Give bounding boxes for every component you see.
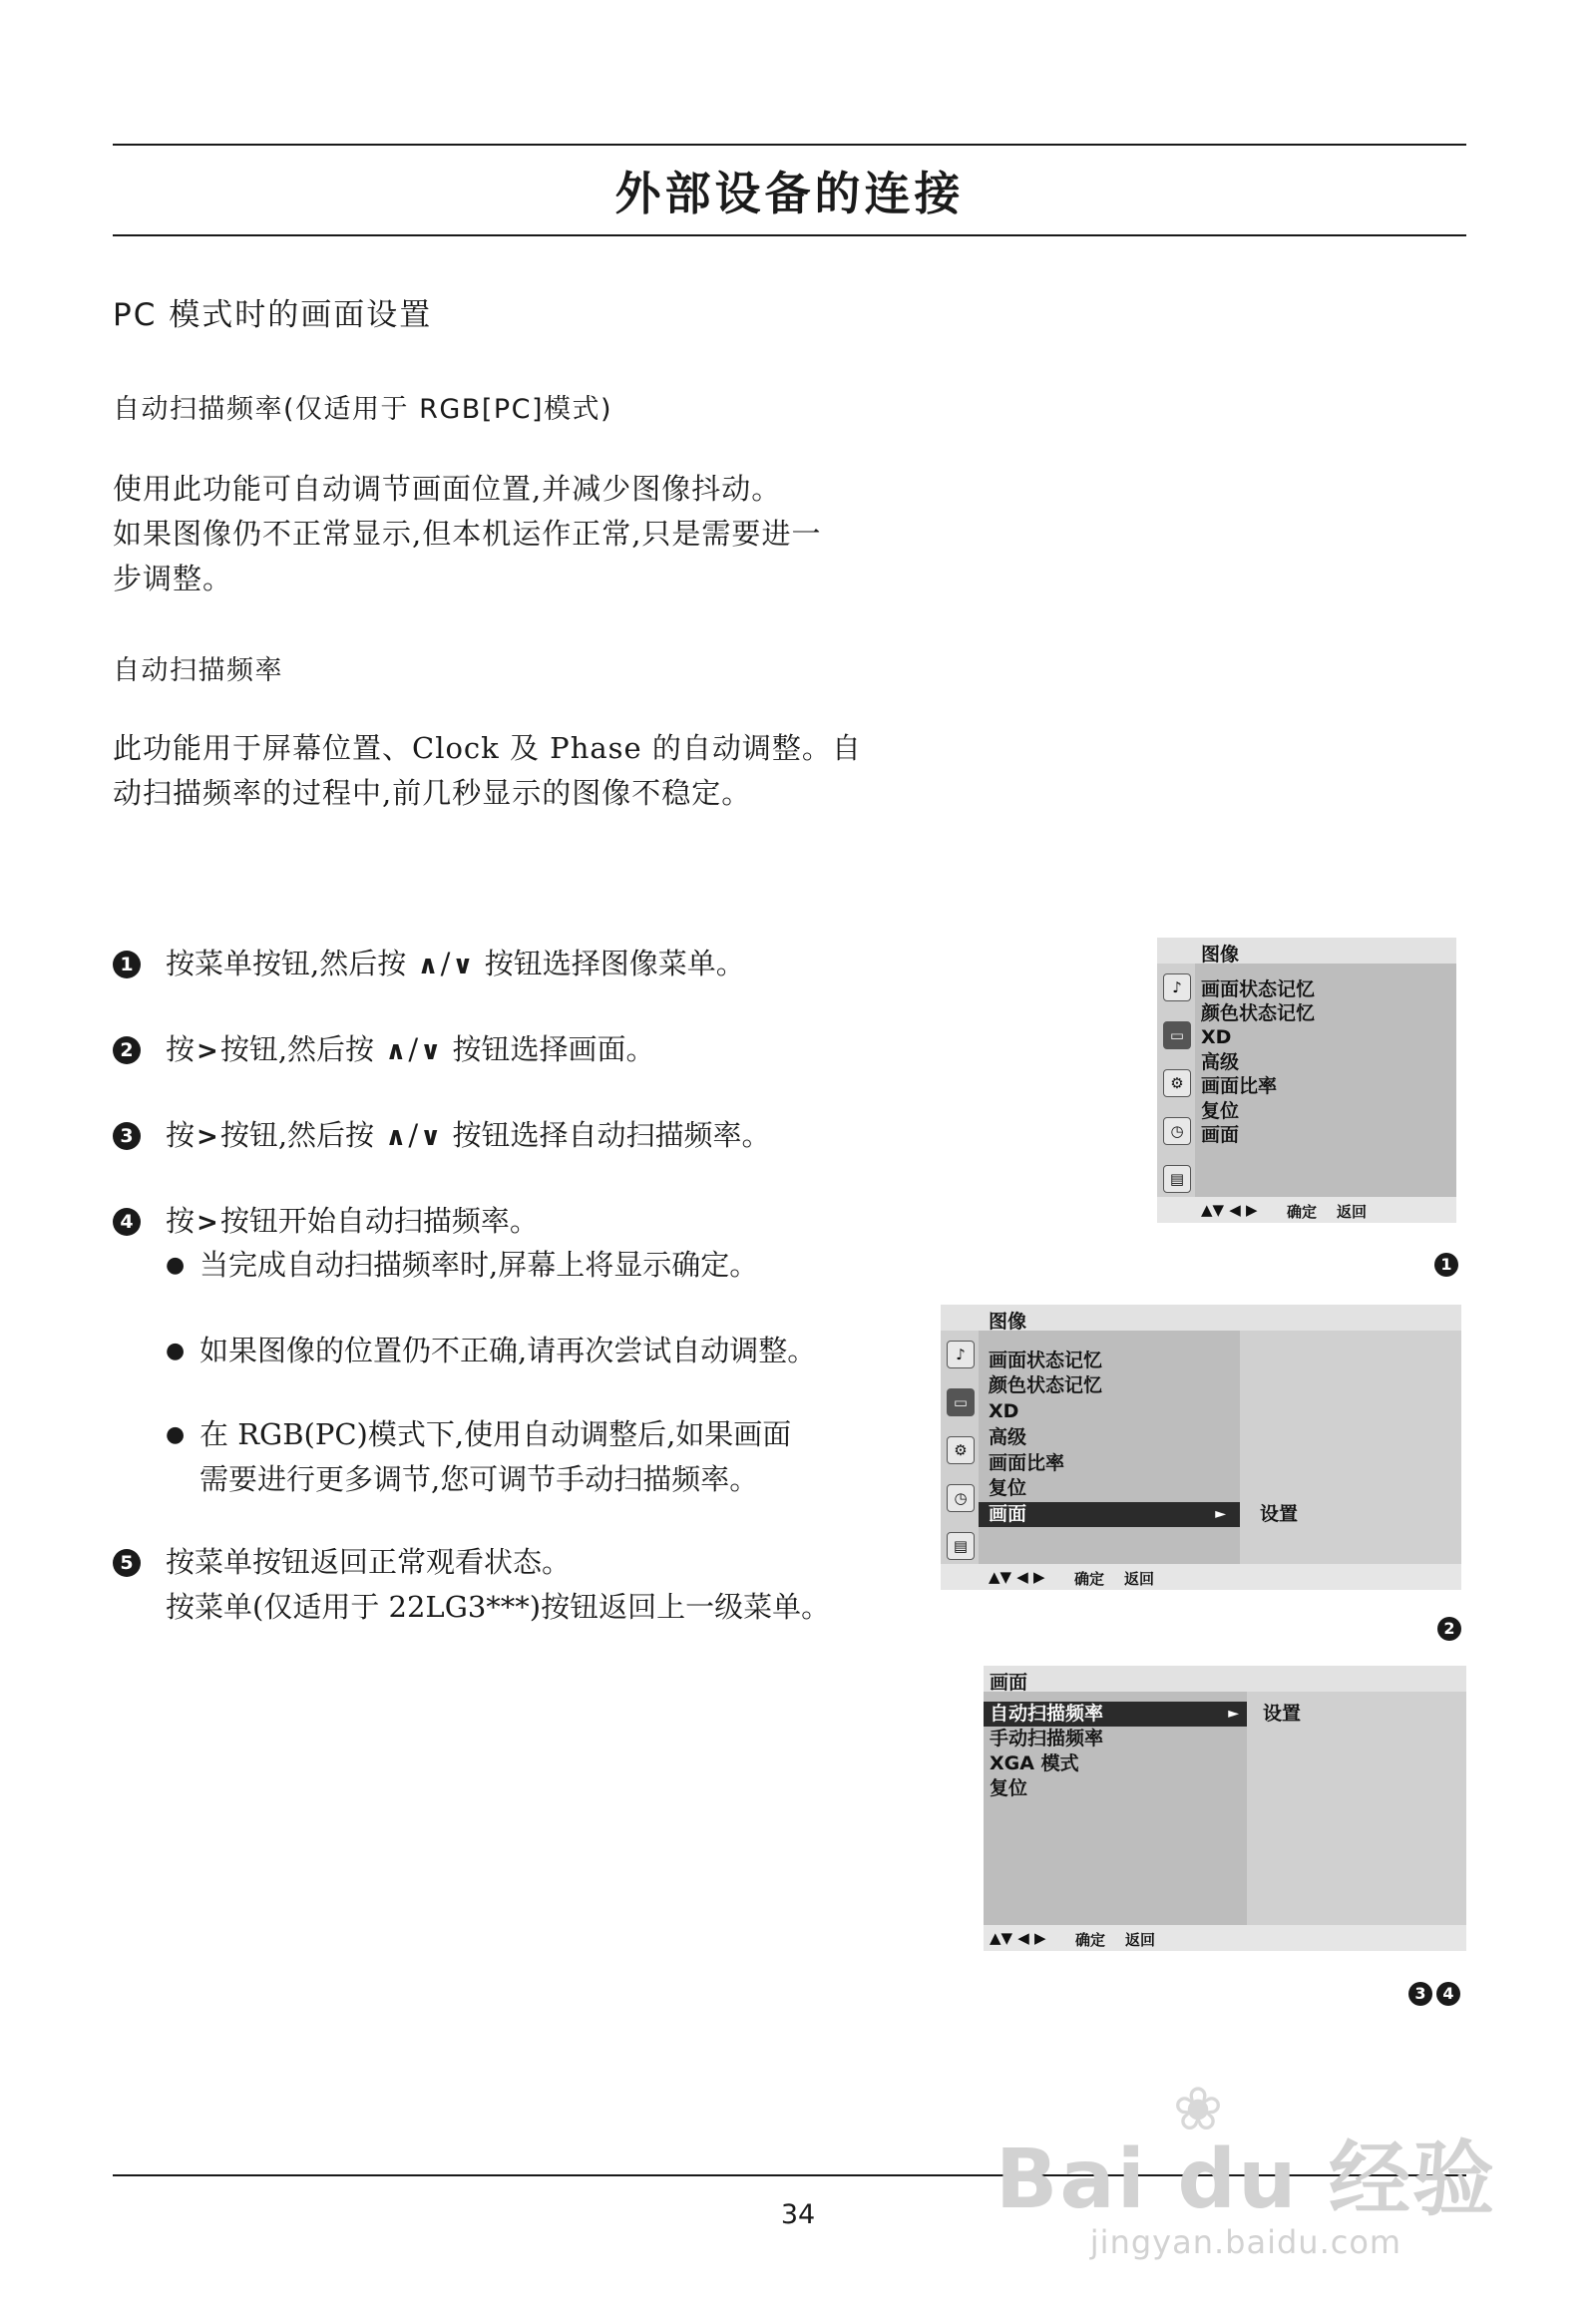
figure-badge-3: 3 <box>1408 1982 1432 2006</box>
osd-ok-hint: 确定 <box>1075 1931 1106 1949</box>
osd-menu-item[interactable]: 画面状态记忆 <box>1201 978 1316 1000</box>
osd-nav-hint: ▲▼ ◀ ▶ <box>990 1929 1046 1947</box>
osd-back-hint: 返回 <box>1337 1203 1368 1221</box>
osd-screen-menu <box>984 1666 1466 1951</box>
osd-menu-item[interactable]: 高级 <box>1201 1051 1240 1073</box>
step-1 <box>113 942 911 986</box>
watermark-url: jingyan.baidu.com <box>1089 2223 1402 2261</box>
chevron-down-icon: ∨ <box>452 951 474 980</box>
osd-menu-item-selected[interactable] <box>984 1702 1247 1727</box>
osd-ok-hint: 确定 <box>1287 1203 1318 1221</box>
osd-picture-menu-1 <box>1157 938 1456 1223</box>
description-line-2: 动扫描频率的过程中,前几秒显示的图像不稳定。 <box>113 776 752 810</box>
bullet-2-text: 如果图像的位置仍不正确,请再次尝试自动调整。 <box>200 1334 817 1367</box>
gear-icon: ⚙ <box>1163 1069 1191 1097</box>
chevron-down-icon: ∨ <box>420 1122 442 1152</box>
step-5 <box>113 1540 911 1624</box>
bullet-dot-icon: ● <box>166 1339 186 1363</box>
osd-icon-column <box>941 1331 979 1564</box>
picture-icon: ♪ <box>1163 973 1191 1001</box>
step-4-text-a: 按 <box>166 1204 196 1238</box>
screen-icon[interactable]: ▭ <box>947 1388 975 1416</box>
step-5-line-1: 按菜单按钮返回正常观看状态。 <box>166 1545 572 1579</box>
step-3-text-d: 按钮选择自动扫描频率。 <box>452 1118 771 1152</box>
osd-menu-item[interactable]: 画面状态记忆 <box>989 1350 1103 1371</box>
step-2-slash: / <box>408 1032 419 1066</box>
step-3-slash: / <box>408 1118 419 1152</box>
bullet-1-text: 当完成自动扫描频率时,屏幕上将显示确定。 <box>200 1248 759 1282</box>
osd-selected-label: 自动扫描频率 <box>990 1703 1104 1725</box>
osd-menu-item[interactable]: 画面比率 <box>989 1452 1065 1474</box>
osd-menu-item-selected[interactable] <box>979 1502 1240 1527</box>
osd-selected-label: 画面 <box>989 1503 1027 1525</box>
step-2 <box>113 1027 911 1072</box>
option-icon: ▤ <box>947 1532 975 1560</box>
intro-paragraph <box>113 467 891 601</box>
step-2-text-d: 按钮选择画面。 <box>452 1032 655 1066</box>
auto-config-heading: 自动扫描频率(仅适用于 RGB[PC]模式) <box>113 394 613 425</box>
description-line-1: 此功能用于屏幕位置、Clock 及 Phase 的自动调整。自 <box>113 731 862 765</box>
osd-title-bar <box>941 1305 1461 1331</box>
step-number-1: 1 <box>113 951 141 978</box>
intro-line-3: 步调整。 <box>113 562 233 595</box>
figure-badge-2: 2 <box>1437 1617 1461 1641</box>
osd-title: 画面 <box>990 1672 1028 1694</box>
osd-menu-item[interactable]: 画面比率 <box>1201 1075 1278 1097</box>
figure-badge-4: 4 <box>1436 1982 1460 2006</box>
osd-title-bar <box>1157 938 1456 964</box>
bullet-dot-icon: ● <box>166 1253 186 1278</box>
chevron-up-icon: ∧ <box>385 1122 407 1152</box>
intro-line-1: 使用此功能可自动调节画面位置,并减少图像抖动。 <box>113 472 782 506</box>
step-4 <box>113 1199 911 1244</box>
paw-icon: ❀ <box>1172 2075 1224 2144</box>
osd-footer <box>1157 1197 1456 1223</box>
picture-icon: ♪ <box>947 1341 975 1368</box>
osd-picture-menu-2 <box>941 1305 1461 1590</box>
osd-submenu-value[interactable]: 设置 <box>1263 1703 1302 1725</box>
osd-submenu-panel <box>1240 1331 1461 1564</box>
sub-heading: 自动扫描频率 <box>113 655 283 686</box>
figure-badge-1: 1 <box>1434 1253 1458 1277</box>
osd-nav-hint: ▲▼ ◀ ▶ <box>989 1568 1045 1586</box>
chevron-right-icon: ► <box>1215 1506 1226 1522</box>
osd-menu-item[interactable]: 高级 <box>989 1426 1027 1448</box>
step-number-2: 2 <box>113 1036 141 1064</box>
chevron-up-icon: ∧ <box>417 951 439 980</box>
osd-icon-column <box>1157 964 1195 1197</box>
clock-icon: ◷ <box>1163 1117 1191 1145</box>
step-4-text-b: 按钮开始自动扫描频率。 <box>219 1204 539 1238</box>
osd-back-hint: 返回 <box>1125 1931 1156 1949</box>
bullet-3-line-1: 在 RGB(PC)模式下,使用自动调整后,如果画面 <box>200 1417 792 1451</box>
osd-title: 图像 <box>989 1311 1027 1333</box>
bullet-dot-icon: ● <box>166 1422 186 1447</box>
step-3-text-b: 按钮,然后按 <box>219 1118 375 1152</box>
page-title: 外部设备的连接 <box>614 167 965 220</box>
chevron-right-icon: > <box>197 1036 218 1066</box>
step-3-text-a: 按 <box>166 1118 196 1152</box>
step-1-text-a: 按菜单按钮,然后按 <box>166 947 407 980</box>
bullet-3-line-2: 需要进行更多调节,您可调节手动扫描频率。 <box>200 1462 759 1496</box>
title-rule <box>113 234 1466 236</box>
osd-menu-item[interactable]: 画面 <box>1201 1124 1240 1146</box>
page-number: 34 <box>780 2199 816 2230</box>
clock-icon: ◷ <box>947 1484 975 1512</box>
osd-footer <box>941 1564 1461 1590</box>
section-title: PC 模式时的画面设置 <box>113 297 433 333</box>
step-2-text-b: 按钮,然后按 <box>219 1032 375 1066</box>
osd-ok-hint: 确定 <box>1074 1570 1105 1588</box>
step-5-line-2: 按菜单(仅适用于 22LG3***)按钮返回上一级菜单。 <box>166 1590 831 1624</box>
chevron-down-icon: ∨ <box>420 1036 442 1066</box>
top-rule <box>113 144 1466 146</box>
gear-icon: ⚙ <box>947 1436 975 1464</box>
osd-menu-item[interactable]: 手动扫描频率 <box>990 1728 1104 1749</box>
osd-back-hint: 返回 <box>1124 1570 1155 1588</box>
step-number-5: 5 <box>113 1549 141 1577</box>
chevron-up-icon: ∧ <box>385 1036 407 1066</box>
step-number-4: 4 <box>113 1208 141 1236</box>
osd-nav-hint: ▲▼ ◀ ▶ <box>1201 1201 1258 1219</box>
osd-menu-item[interactable]: XGA 模式 <box>990 1752 1079 1774</box>
screen-icon[interactable]: ▭ <box>1163 1021 1191 1049</box>
osd-footer <box>984 1925 1466 1951</box>
baidu-watermark <box>995 2075 1496 2261</box>
osd-menu-item[interactable]: 颜色状态记忆 <box>989 1374 1103 1396</box>
osd-menu-item[interactable]: 复位 <box>1201 1100 1240 1122</box>
chevron-right-icon: > <box>197 1122 218 1152</box>
chevron-right-icon: ► <box>1228 1706 1239 1722</box>
step-number-3: 3 <box>113 1122 141 1150</box>
osd-menu-item[interactable]: XD <box>989 1400 1019 1422</box>
osd-menu-item[interactable]: XD <box>1201 1026 1232 1048</box>
step-1-slash: / <box>440 947 451 980</box>
osd-menu-item[interactable]: 复位 <box>989 1477 1027 1499</box>
step-2-text-a: 按 <box>166 1032 196 1066</box>
osd-submenu-value[interactable]: 设置 <box>1260 1503 1299 1525</box>
intro-line-2: 如果图像仍不正常显示,但本机运作正常,只是需要进一 <box>113 517 822 551</box>
step-3 <box>113 1113 911 1158</box>
osd-submenu-panel <box>1247 1692 1466 1925</box>
osd-title-bar <box>984 1666 1466 1692</box>
chevron-right-icon: > <box>197 1208 218 1238</box>
description-paragraph <box>113 726 891 816</box>
osd-menu-item[interactable]: 颜色状态记忆 <box>1201 1002 1316 1024</box>
option-icon: ▤ <box>1163 1165 1191 1193</box>
osd-title: 图像 <box>1201 944 1240 966</box>
step-1-text-c: 按钮选择图像菜单。 <box>484 947 745 980</box>
watermark-brand: Bai du 经验 <box>995 2132 1496 2227</box>
osd-menu-item[interactable]: 复位 <box>990 1777 1028 1799</box>
